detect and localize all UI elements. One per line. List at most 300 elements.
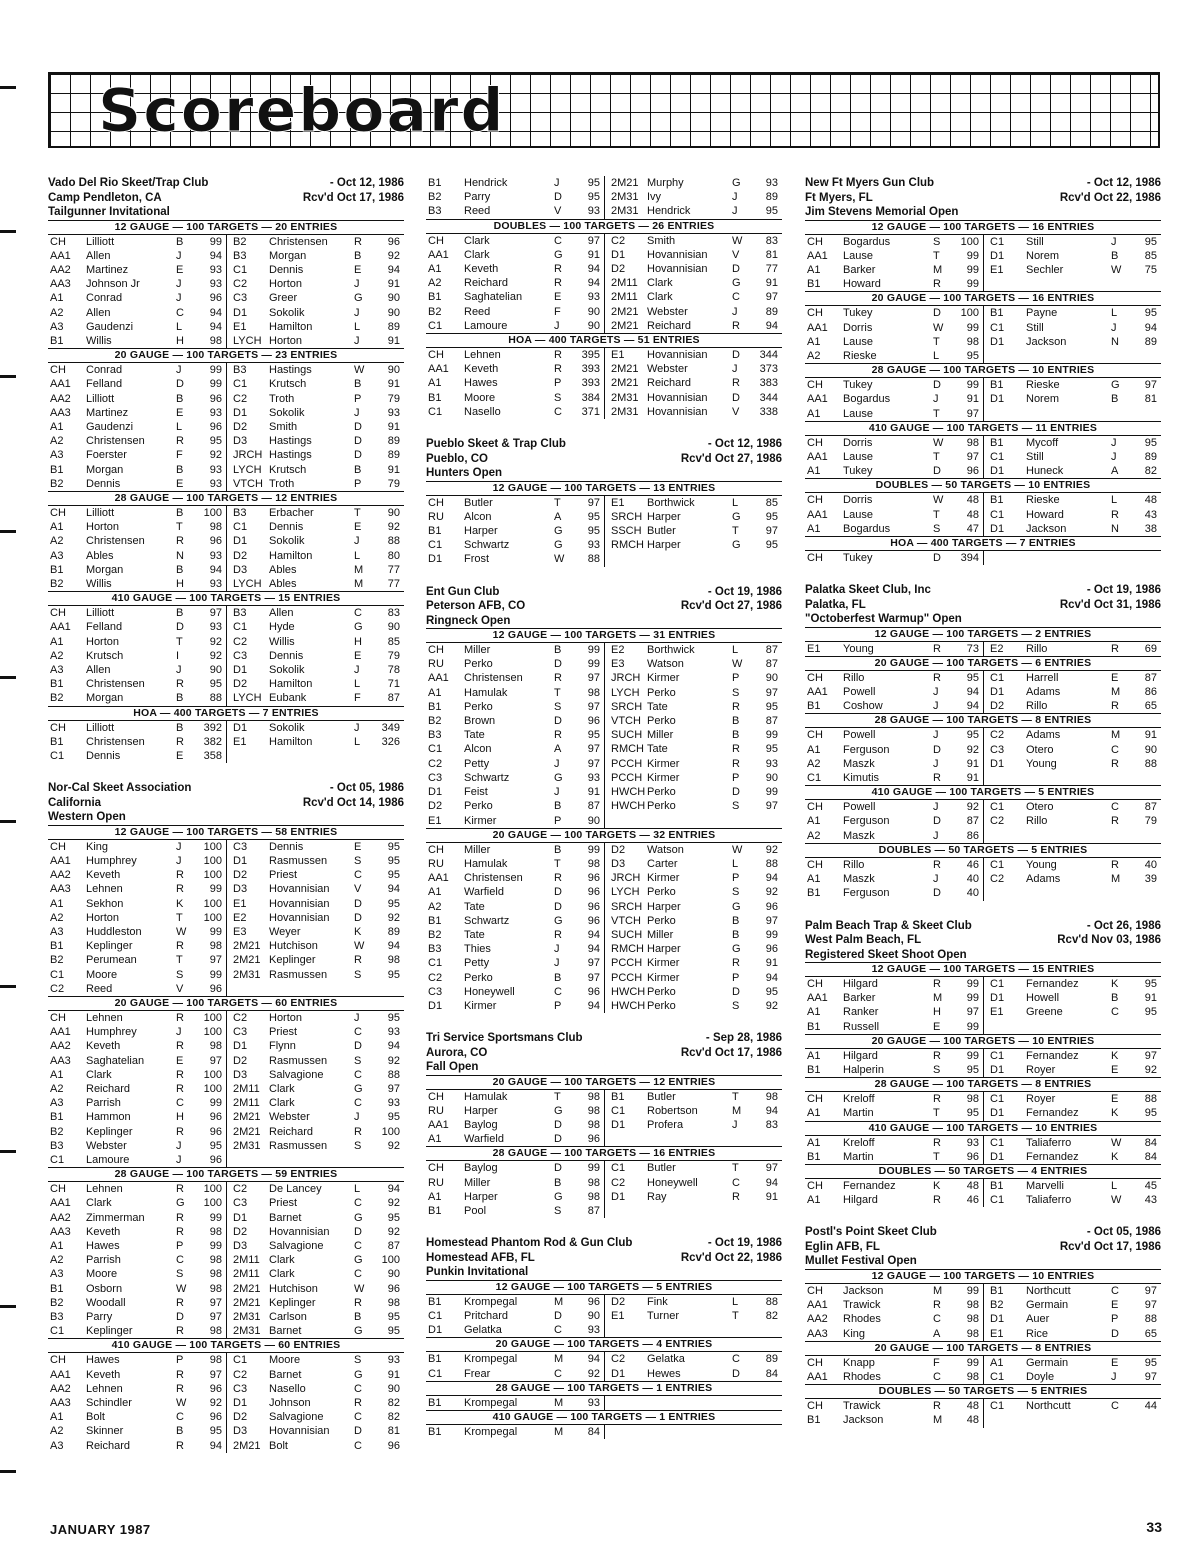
result-entry	[805, 1284, 983, 1298]
score: 73	[966, 642, 979, 655]
class-code: C2	[990, 815, 1005, 828]
class-code: A1	[807, 743, 821, 756]
shooter-name: Lause	[843, 407, 873, 420]
shooter-initial: R	[1111, 642, 1119, 655]
club-results	[805, 583, 1161, 900]
class-code: 2M21	[611, 319, 639, 332]
score: 82	[765, 1309, 778, 1322]
class-code: C1	[233, 263, 248, 276]
shooter-initial: J	[1111, 450, 1117, 463]
shooter-name: Martinez	[86, 263, 129, 276]
class-code	[233, 982, 269, 996]
class-code: E1	[611, 496, 625, 509]
shooter-initial: W	[176, 925, 187, 938]
shooter-initial: J	[354, 721, 360, 734]
shooter-name: Harper	[464, 1104, 498, 1117]
class-code: D1	[428, 553, 443, 566]
class-code: E1	[611, 1309, 625, 1322]
shooter-name: Lehnen	[86, 1183, 123, 1196]
shooter-name: Keveth	[86, 1225, 121, 1238]
shooter-initial: D	[732, 786, 740, 799]
shooter-initial: J	[732, 363, 738, 376]
result-entry	[226, 1054, 404, 1068]
result-entry	[226, 406, 404, 420]
result-entry	[983, 1370, 1161, 1384]
class-code: D1	[428, 999, 443, 1012]
shooter-initial: R	[176, 1125, 184, 1138]
result-entry	[48, 1324, 226, 1338]
shooter-name: Doyle	[1026, 1370, 1055, 1383]
shooter-name	[1026, 771, 1111, 785]
score: 94	[765, 319, 778, 332]
shooter-initial: N	[1111, 522, 1119, 535]
shooter-name: Barnet	[269, 1211, 302, 1224]
shooter-name	[1026, 407, 1111, 421]
result-entry	[805, 829, 983, 843]
class-code: B1	[807, 1414, 821, 1427]
score: 94	[387, 263, 400, 276]
result-entry	[226, 463, 404, 477]
result-entry	[805, 1005, 983, 1019]
result-entry	[426, 671, 604, 685]
shooter-initial: T	[732, 524, 739, 537]
shooter-name: Bogardus	[843, 522, 891, 535]
club-results	[48, 781, 404, 1453]
shooter-name: Dennis	[269, 840, 304, 853]
score: 91	[387, 334, 400, 347]
class-code: LYCH	[233, 334, 262, 347]
class-code: D1	[233, 1040, 248, 1053]
shooter-name: Howard	[1026, 508, 1064, 521]
club-results	[426, 176, 782, 419]
result-entry	[226, 721, 404, 735]
shooter-initial: H	[354, 635, 362, 648]
result-entry	[983, 277, 1161, 291]
result-entry	[226, 911, 404, 925]
class-code: 2M21	[233, 1296, 261, 1309]
class-code: CH	[428, 1090, 444, 1103]
shooter-name: Horton	[269, 278, 303, 291]
shooter-initial: R	[176, 1211, 184, 1224]
score: 88	[765, 857, 778, 870]
result-entry	[48, 939, 226, 953]
class-code: B3	[428, 205, 442, 218]
score: 92	[765, 886, 778, 899]
score: 93	[387, 1354, 400, 1367]
results-table	[48, 506, 404, 591]
class-code: B2	[428, 928, 442, 941]
shooter-name: Hawes	[86, 1239, 120, 1252]
result-entry	[226, 1068, 404, 1082]
class-code: AA1	[428, 672, 449, 685]
shooter-name: Parry	[86, 1311, 113, 1323]
class-code: D1	[990, 1150, 1005, 1163]
score: 96	[587, 886, 600, 899]
shooter-initial	[1111, 1413, 1129, 1427]
shooter-name: Keplinger	[86, 940, 133, 953]
result-entry	[226, 840, 404, 854]
class-code: SSCH	[611, 524, 642, 537]
shooter-initial: R	[933, 978, 941, 990]
score: 77	[765, 263, 778, 276]
results-table	[805, 1356, 1161, 1384]
class-code: AA1	[50, 249, 71, 262]
score: 38	[1144, 522, 1157, 535]
class-code: AA1	[807, 321, 828, 334]
result-entry	[48, 1196, 226, 1210]
shooter-name: Martin	[843, 1150, 874, 1163]
result-entry	[426, 1104, 604, 1118]
event-date: - Oct 19, 1986	[707, 585, 782, 598]
shooter-initial: L	[1111, 307, 1118, 320]
shooter-initial: C	[1111, 1400, 1119, 1413]
result-entry	[805, 1312, 983, 1326]
class-code: B1	[50, 940, 64, 953]
shooter-name: Clark	[269, 1097, 295, 1110]
club-header-row	[426, 452, 782, 467]
result-entry	[805, 685, 983, 699]
shooter-initial: G	[354, 1325, 363, 1338]
shooter-name: Miller	[464, 644, 491, 657]
result-entry	[805, 771, 983, 785]
class-code: RU	[428, 1104, 444, 1117]
shooter-initial: T	[933, 1150, 940, 1163]
class-code: C1	[990, 858, 1005, 871]
score: 97	[209, 1296, 222, 1309]
class-code: CH	[50, 1354, 66, 1367]
shooter-initial	[732, 552, 750, 566]
class-code: D1	[233, 854, 248, 867]
shooter-name: Perko	[647, 985, 676, 998]
shooter-initial: W	[933, 436, 944, 449]
shooter-initial: J	[933, 873, 939, 886]
club-header-row	[805, 919, 1161, 934]
class-code: A1	[50, 635, 64, 648]
score: 96	[587, 715, 600, 728]
score: 95	[209, 678, 222, 691]
margin-tick	[0, 530, 16, 533]
shooter-name: Ables	[269, 563, 297, 576]
score: 99	[966, 1049, 979, 1062]
result-entry	[48, 1110, 226, 1124]
result-entry	[48, 520, 226, 534]
result-entry	[805, 321, 983, 335]
result-entry	[983, 378, 1161, 392]
shooter-initial: W	[1111, 1194, 1122, 1207]
shooter-name: Christensen	[86, 735, 145, 748]
shooter-initial: T	[732, 1090, 739, 1103]
shooter-name: Thies	[464, 943, 491, 956]
class-code: B1	[611, 1090, 625, 1103]
score: 93	[209, 549, 222, 562]
shooter-initial: J	[933, 686, 939, 699]
result-entry	[604, 956, 782, 970]
shooter-name: Clark	[86, 1197, 112, 1210]
shooter-initial: S	[933, 1064, 941, 1077]
class-code: A3	[50, 925, 64, 938]
class-code: C3	[233, 1197, 248, 1210]
result-entry	[48, 1054, 226, 1068]
score: 96	[587, 1295, 600, 1308]
shooter-name: Trawick	[843, 1299, 881, 1312]
shooter-initial: T	[933, 450, 940, 463]
score: 383	[759, 377, 778, 390]
score: 95	[387, 1011, 400, 1024]
shooter-initial: B	[732, 715, 740, 728]
results-table	[805, 1399, 1161, 1427]
score: 97	[587, 957, 600, 970]
score: 82	[1144, 465, 1157, 478]
score: 84	[765, 1367, 778, 1380]
shooter-name: Hovannisian	[647, 405, 708, 418]
class-code: AA3	[50, 1225, 71, 1238]
class-code	[233, 1153, 269, 1167]
score: 97	[209, 607, 222, 620]
score: 96	[387, 235, 400, 248]
results-table	[426, 843, 782, 1013]
score: 98	[209, 1282, 222, 1295]
shooter-name: Butler	[647, 524, 676, 537]
class-code: A3	[50, 663, 64, 676]
result-entry	[48, 1182, 226, 1196]
shooter-initial: L	[1111, 1180, 1118, 1193]
result-entry	[48, 291, 226, 305]
class-code: HWCH	[611, 999, 646, 1012]
shooter-initial: R	[176, 1325, 184, 1338]
results-table	[426, 1352, 782, 1380]
shooter-name: Weyer	[269, 925, 301, 938]
score: 98	[966, 1093, 979, 1106]
result-entry	[983, 392, 1161, 406]
shooter-name: Norem	[1026, 393, 1060, 406]
shooter-name: Christensen	[269, 235, 328, 248]
shooter-initial: B	[176, 563, 184, 576]
shooter-name: Harper	[647, 900, 681, 913]
score: 87	[387, 692, 400, 705]
shooter-initial	[354, 1153, 372, 1167]
score: 349	[381, 721, 400, 734]
shooter-initial: T	[732, 1309, 739, 1322]
shooter-initial: T	[176, 521, 183, 534]
results-table	[805, 378, 1161, 421]
shooter-initial: J	[354, 1111, 360, 1124]
result-entry	[48, 868, 226, 882]
score: 79	[387, 477, 400, 490]
shooter-initial: K	[1111, 1049, 1119, 1062]
shooter-initial: E	[1111, 1064, 1119, 1077]
shooter-name: Keplinger	[86, 1325, 133, 1338]
club-header	[426, 1236, 782, 1280]
results-table	[426, 1161, 782, 1218]
result-entry	[604, 524, 782, 538]
class-code: B1	[990, 1180, 1004, 1193]
score: 88	[1144, 757, 1157, 770]
result-entry	[805, 814, 983, 828]
result-entry	[983, 349, 1161, 363]
class-code: B1	[990, 307, 1004, 320]
score: 94	[587, 277, 600, 290]
shooter-initial: J	[933, 700, 939, 713]
class-code: C1	[233, 378, 248, 391]
shooter-name: Rillo	[843, 858, 865, 871]
shooter-initial: D	[176, 621, 184, 634]
score: 95	[387, 1111, 400, 1124]
score: 48	[966, 1414, 979, 1427]
result-entry	[226, 249, 404, 263]
shooter-initial: B	[554, 1176, 562, 1189]
score: 98	[966, 335, 979, 348]
results-table	[426, 234, 782, 333]
score: 99	[209, 235, 222, 248]
shooter-initial: B	[176, 235, 184, 248]
result-entry	[226, 1153, 404, 1167]
shooter-initial: J	[1111, 235, 1117, 248]
column-right	[805, 176, 1161, 1446]
shooter-initial: C	[554, 1367, 562, 1380]
class-code: C2	[233, 1368, 248, 1381]
result-entry	[983, 728, 1161, 742]
shooter-initial: D	[554, 1119, 562, 1132]
shooter-initial: M	[732, 1104, 742, 1117]
score: 92	[765, 999, 778, 1012]
shooter-initial: M	[554, 1295, 564, 1308]
shooter-initial: M	[1111, 873, 1121, 886]
class-code	[990, 1020, 1026, 1034]
class-code: C2	[233, 1183, 248, 1196]
event-date: - Oct 05, 1986	[329, 782, 404, 795]
shooter-name: Honeywell	[647, 1176, 698, 1189]
result-entry	[48, 1424, 226, 1438]
shooter-name: Clark	[86, 1068, 112, 1081]
shooter-initial: R	[354, 954, 362, 967]
shooter-name: Rieske	[843, 349, 877, 362]
shooter-initial: E	[1111, 1299, 1119, 1312]
shooter-name: Sokolik	[269, 663, 305, 676]
class-code: CH	[50, 364, 66, 377]
class-code: C1	[990, 508, 1005, 521]
class-code: C1	[990, 321, 1005, 334]
result-entry	[604, 496, 782, 510]
shooter-name: Watson	[647, 658, 684, 671]
class-code	[990, 349, 1026, 363]
shooter-name: Lause	[843, 335, 873, 348]
score: 48	[966, 508, 979, 521]
page-number: 33	[1146, 1519, 1162, 1535]
score: 100	[203, 1011, 222, 1024]
shooter-initial: J	[732, 1119, 738, 1132]
result-entry	[48, 363, 226, 377]
class-code: E1	[428, 814, 442, 827]
score: 69	[1144, 642, 1157, 655]
class-code: B1	[428, 1295, 442, 1308]
result-entry	[48, 897, 226, 911]
club-name: Palm Beach Trap & Skeet Club	[805, 919, 972, 932]
class-code: D1	[611, 1190, 626, 1203]
score: 94	[209, 320, 222, 333]
shooter-name: Carter	[647, 857, 678, 870]
result-entry	[805, 436, 983, 450]
class-code: C3	[233, 840, 248, 853]
class-code	[990, 886, 1026, 900]
club-name: Postl's Point Skeet Club	[805, 1226, 937, 1239]
shooter-name: Halperin	[843, 1064, 884, 1077]
result-entry	[805, 728, 983, 742]
class-code: 2M21	[233, 954, 261, 967]
score: 95	[387, 1211, 400, 1224]
shooter-name: Robertson	[647, 1104, 698, 1117]
club-name: Homestead Phantom Rod & Gun Club	[426, 1237, 633, 1250]
gauge-divider: 28 GAUGE — 100 TARGETS — 59 ENTRIES	[48, 1167, 404, 1182]
shooter-name: Clark	[647, 291, 673, 304]
score	[372, 749, 400, 763]
shooter-initial: C	[1111, 1006, 1119, 1019]
score: 88	[209, 692, 222, 705]
shooter-name: Krompegal	[464, 1353, 518, 1366]
shooter-name: Dennis	[269, 649, 304, 662]
shooter-initial: B	[176, 392, 184, 405]
received-date: Rcv'd Nov 03, 1986	[1057, 934, 1161, 946]
result-entry	[48, 635, 226, 649]
shooter-initial: B	[554, 800, 562, 813]
result-entry	[426, 1425, 604, 1439]
score: 90	[587, 319, 600, 332]
class-code: A2	[807, 829, 821, 842]
score: 87	[1144, 671, 1157, 684]
result-entry	[426, 1176, 604, 1190]
shooter-name: Perko	[647, 786, 676, 799]
shooter-name: Borthwick	[647, 496, 695, 509]
class-code: A1	[807, 335, 821, 348]
column-middle	[426, 176, 782, 1457]
shooter-initial: D	[554, 900, 562, 913]
class-code: B2	[233, 235, 247, 248]
shooter-initial: W	[1111, 1136, 1122, 1149]
shooter-initial: E	[176, 477, 184, 490]
shooter-name: Perko	[464, 971, 493, 984]
club-header-row	[48, 781, 404, 796]
class-code: D2	[428, 800, 443, 813]
shooter-name: Hovannisian	[269, 897, 330, 910]
class-code: D3	[233, 1239, 248, 1252]
shooter-initial: S	[354, 1354, 362, 1367]
score: 98	[209, 940, 222, 953]
shooter-name: Fernandez	[1026, 1107, 1079, 1120]
score: 95	[1144, 1356, 1157, 1369]
shooter-name: Hendrick	[464, 177, 508, 189]
result-entry	[983, 858, 1161, 872]
shooter-name: Lehnen	[86, 883, 123, 896]
shooter-initial: J	[554, 319, 560, 332]
shooter-name: Coshow	[843, 700, 883, 713]
shooter-initial: W	[732, 843, 743, 856]
results-table	[48, 363, 404, 491]
result-entry	[426, 538, 604, 552]
result-entry	[805, 235, 983, 249]
class-code: JRCH	[611, 672, 641, 685]
club-location: Palatka, FL	[805, 598, 866, 611]
shooter-initial: P	[554, 814, 562, 827]
shooter-name: Willis	[269, 635, 295, 648]
score: 84	[1144, 1150, 1157, 1163]
score: 98	[587, 1190, 600, 1203]
score: 98	[209, 334, 222, 347]
event-name: Ringneck Open	[426, 614, 511, 627]
shooter-initial: C	[354, 1026, 362, 1039]
class-code: SUCH	[611, 928, 643, 941]
class-code: C1	[428, 539, 443, 552]
score: 65	[1144, 1327, 1157, 1340]
shooter-initial: J	[933, 729, 939, 742]
